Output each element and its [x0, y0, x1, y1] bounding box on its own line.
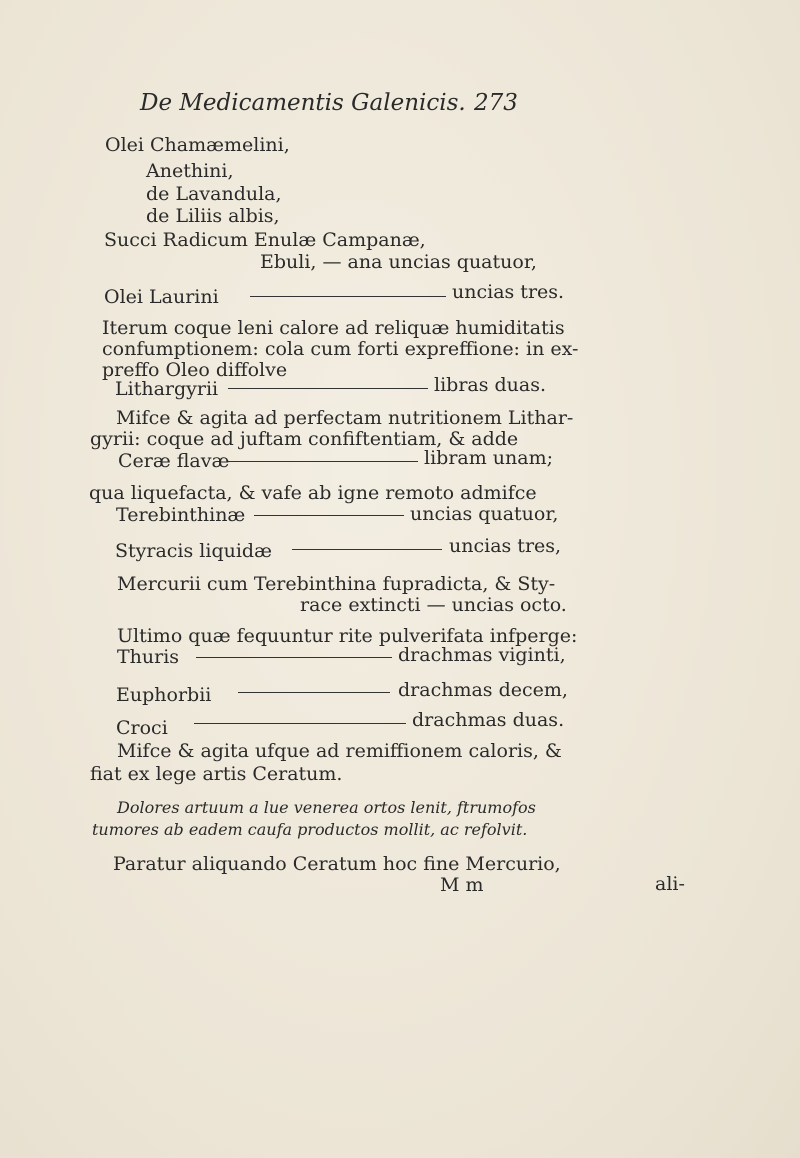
leader-dash	[194, 723, 406, 724]
text-line: fiat ex lege artis Ceratum.	[90, 763, 343, 785]
ingredient-quantity: drachmas decem,	[398, 679, 568, 701]
recipe-line: Ebuli, — ana uncias quatuor,	[260, 251, 537, 273]
ingredient-quantity: libras duas.	[434, 374, 547, 396]
text-line: qua liquefacta, & vafe ab igne remoto admifce	[89, 482, 537, 504]
text-line: preffo Oleo diffolve	[102, 359, 288, 381]
ingredient-name: Olei Laurini	[104, 286, 219, 308]
signature-mark: M m	[440, 874, 484, 896]
ingredient-quantity: libram unam;	[424, 447, 554, 469]
leader-dash	[292, 549, 442, 550]
catchword: ali-	[655, 873, 685, 895]
text-line: confumptionem: cola cum forti expreffione: in ex-	[102, 338, 579, 360]
leader-dash	[196, 657, 392, 658]
leader-dash	[228, 388, 428, 389]
ingredient-name: Lithargyrii	[115, 378, 219, 400]
recipe-line: Olei Chamæmelini,	[105, 134, 290, 156]
ingredient-name: Thuris	[117, 646, 180, 668]
text-line: Mifce & agita ufque ad remiffionem caloris, &	[117, 740, 562, 762]
ingredient-name: Croci	[116, 717, 168, 739]
leader-dash	[250, 296, 446, 297]
running-head-title: De Medicamentis Galenicis.	[140, 90, 466, 116]
ingredient-quantity: uncias tres.	[452, 281, 565, 303]
ingredient-name: Euphorbii	[116, 684, 212, 706]
italic-line: tumores ab eadem caufa productos mollit, ac refolvit.	[92, 820, 528, 839]
leader-dash	[254, 515, 404, 516]
text-line: Paratur aliquando Ceratum hoc fine Mercurio,	[113, 853, 561, 875]
leader-dash	[228, 461, 418, 462]
page-number: 273	[474, 90, 518, 116]
text-line: Mercurii cum Terebinthina fupradicta, & Sty-	[117, 573, 556, 595]
leader-dash	[238, 692, 390, 693]
text-line: Iterum coque leni calore ad reliquæ humiditatis	[102, 317, 565, 339]
recipe-line: Anethini,	[146, 160, 234, 182]
text-line: gyrii: coque ad juftam confiftentiam, & adde	[90, 428, 519, 450]
text-line: Mifce & agita ad perfectam nutritionem Lithar-	[116, 407, 574, 429]
recipe-line: de Liliis albis,	[146, 205, 280, 227]
recipe-line: de Lavandula,	[146, 183, 282, 205]
ingredient-name: Styracis liquidæ	[115, 540, 272, 562]
ingredient-quantity: uncias tres,	[449, 535, 562, 557]
ingredient-quantity: uncias quatuor,	[410, 503, 559, 525]
ingredient-name: Terebinthinæ	[116, 504, 246, 526]
italic-line: Dolores artuum a lue venerea ortos lenit, ftrumofos	[117, 798, 536, 817]
ingredient-quantity: drachmas duas.	[412, 709, 565, 731]
recipe-line: Succi Radicum Enulæ Campanæ,	[104, 229, 426, 251]
text-line: Ultimo quæ fequuntur rite pulverifata infperge:	[117, 625, 578, 647]
ingredient-quantity: drachmas viginti,	[398, 644, 566, 666]
ingredient-name: Ceræ flavæ	[118, 450, 230, 472]
text-line: race extincti — uncias octo.	[300, 594, 567, 616]
